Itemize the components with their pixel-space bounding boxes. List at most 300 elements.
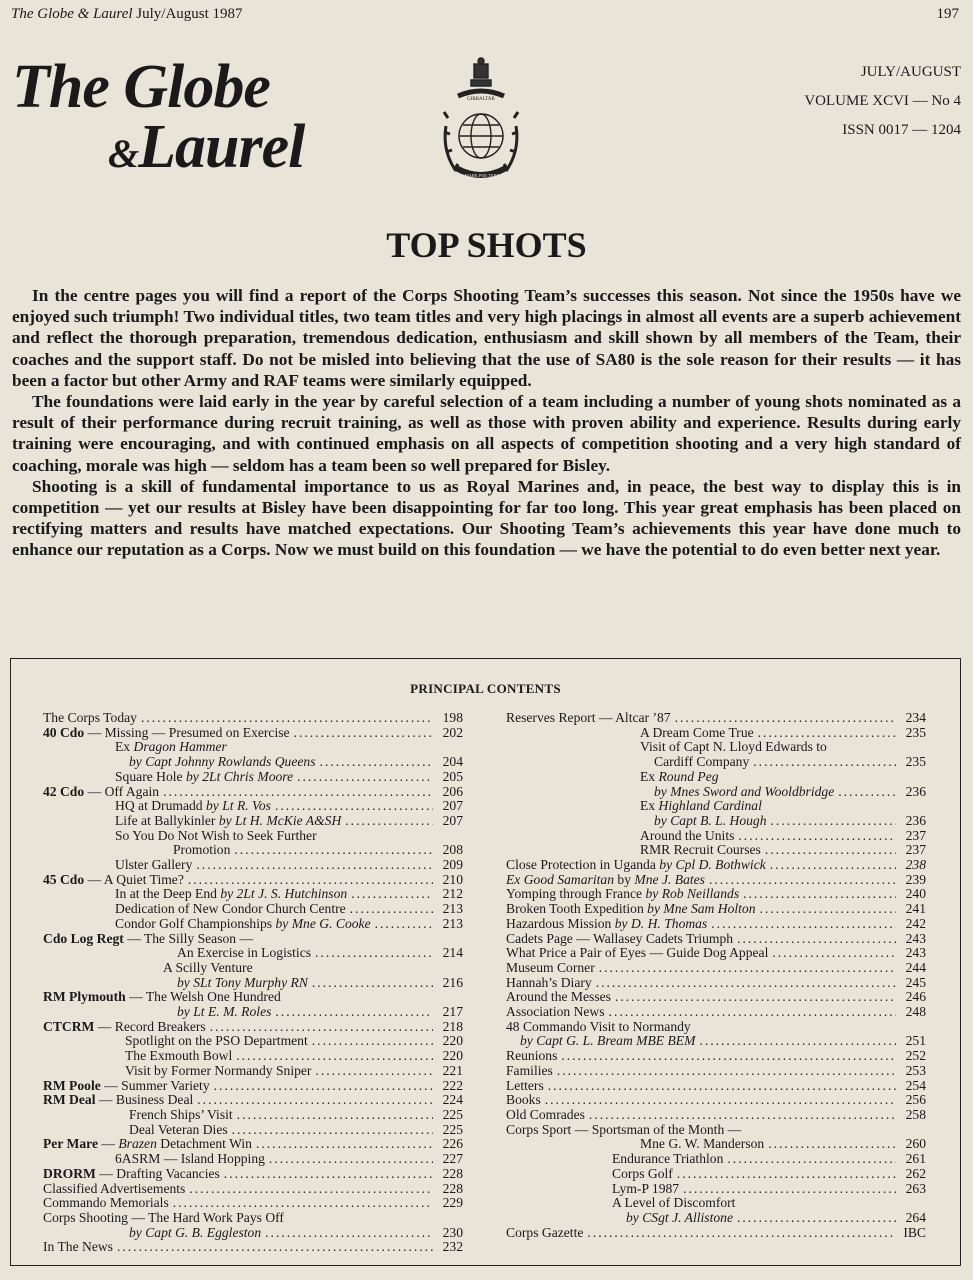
contents-entry-title: [612, 1167, 673, 1182]
contents-page-number: 242: [905, 915, 926, 931]
contents-page-number: 229: [442, 1195, 463, 1211]
contents-entry-text: A Scilly Venture: [163, 959, 253, 975]
contents-entry-title: [506, 711, 671, 726]
contents-entry-text: 48 Commando Visit to Normandy: [506, 1018, 691, 1034]
contents-entry: [43, 843, 463, 858]
leader-dots: [709, 873, 896, 888]
contents-entry: [43, 726, 463, 741]
contents-entry-italic: by Mnes Sword and Wooldbridge: [654, 783, 835, 799]
contents-entry: [506, 1137, 926, 1152]
contents-entry-title: [520, 1034, 695, 1049]
contents-entry-title: [115, 829, 317, 844]
contents-entry-title: [43, 1211, 284, 1226]
leader-dots: [320, 755, 433, 770]
contents-page-number: 198: [442, 710, 463, 725]
contents-page-number: 258: [905, 1106, 926, 1122]
contents-left-column: [43, 711, 463, 1255]
masthead-line1: The Globe: [12, 53, 270, 121]
contents-entry-title: [506, 873, 705, 888]
leader-dots: [738, 829, 896, 844]
leader-dots: [765, 843, 896, 858]
contents-page-number: 205: [442, 768, 463, 784]
contents-page-number: 220: [442, 1033, 463, 1049]
contents-page-number: 202: [442, 724, 463, 740]
contents-entry: [43, 1226, 463, 1241]
contents-page-number: 224: [442, 1092, 463, 1108]
contents-page-number: 213: [442, 915, 463, 931]
contents-page-number: 244: [905, 959, 926, 975]
leader-dots: [758, 726, 896, 741]
contents-page-number: 246: [905, 989, 926, 1005]
contents-entry-title: [129, 755, 316, 770]
contents-entry-text: HQ at Drumadd: [115, 798, 206, 814]
contents-section-label: RM Plymouth: [43, 989, 126, 1005]
running-header-publication: The Globe & Laurel: [11, 6, 133, 22]
contents-section-label: DRORM: [43, 1165, 96, 1181]
contents-entry: [43, 1079, 463, 1094]
leader-dots: [345, 814, 433, 829]
contents-entry-text: The Exmouth Bowl: [125, 1048, 233, 1064]
contents-page-number: 241: [905, 901, 926, 917]
contents-entry: [43, 785, 463, 800]
contents-entry-title: [506, 990, 611, 1005]
contents-entry: [506, 887, 926, 902]
contents-page-number: 225: [442, 1121, 463, 1137]
contents-page-number: 236: [905, 812, 926, 828]
leader-dots: [210, 1020, 433, 1035]
contents-entry: [43, 1123, 463, 1138]
contents-entry: [43, 961, 463, 976]
contents-page-number: 206: [442, 783, 463, 799]
contents-entry-text: French Ships’ Visit: [129, 1106, 233, 1122]
contents-entry: [506, 902, 926, 917]
contents-right-column: [506, 711, 926, 1240]
contents-entry-italic: by Capt G. B. Eggleston: [129, 1224, 262, 1240]
masthead-ampersand: &: [108, 131, 139, 176]
crest-motto: PER MARE PER TERRAM: [455, 173, 507, 178]
contents-entry: [506, 946, 926, 961]
contents-page-number: 204: [442, 754, 463, 770]
contents-entry-italic: by Rob Neillands: [645, 886, 740, 902]
contents-entry: [43, 1093, 463, 1108]
contents-page-number: 228: [442, 1180, 463, 1196]
contents-page-number: 207: [442, 798, 463, 814]
contents-entry-title: [43, 1240, 113, 1255]
leader-dots: [587, 1226, 896, 1241]
issue-info: [804, 58, 961, 145]
contents-entry-text: Endurance Triathlon: [612, 1151, 724, 1167]
contents-entry-text: Hazardous Mission: [506, 915, 615, 931]
contents-entry-title: [43, 932, 253, 947]
contents-entry-text: Corps Shooting — The Hard Work Pays Off: [43, 1209, 284, 1225]
contents-page-number: 210: [442, 871, 463, 887]
leader-dots: [224, 1167, 433, 1182]
contents-section-label: 40 Cdo: [43, 724, 85, 740]
leader-dots: [256, 1137, 433, 1152]
contents-entry-text: Promotion: [173, 842, 231, 858]
contents-section-label: RM Poole: [43, 1077, 101, 1093]
contents-entry: [43, 932, 463, 947]
contents-entry-text: Dedication of New Condor Church Centre: [115, 901, 346, 917]
contents-entry: [506, 1079, 926, 1094]
contents-entry-title: [640, 770, 719, 785]
running-header-date: July/August 1987: [136, 6, 243, 22]
contents-entry-text: 6ASRM — Island Hopping: [115, 1151, 265, 1167]
leader-dots: [275, 799, 433, 814]
contents-entry-title: [654, 814, 767, 829]
contents-entry-text: An Exercise in Logistics: [177, 945, 312, 961]
contents-entry: [506, 843, 926, 858]
contents-entry-title: [506, 1020, 691, 1035]
contents-entry: [506, 1108, 926, 1123]
leader-dots: [737, 1211, 896, 1226]
contents-entry-text: A Level of Discomfort: [612, 1195, 736, 1211]
leader-dots: [548, 1079, 896, 1094]
contents-entry-text: Square Hole: [115, 768, 186, 784]
contents-entry-text: Museum Corner: [506, 959, 595, 975]
contents-entry: [43, 1064, 463, 1079]
leader-dots: [615, 990, 896, 1005]
contents-page-number: 238: [905, 857, 926, 873]
leader-dots: [312, 976, 433, 991]
contents-title: PRINCIPAL CONTENTS: [410, 681, 561, 696]
leader-dots: [683, 1182, 896, 1197]
contents-entry-text: — Business Deal: [95, 1092, 194, 1108]
contents-entry-title: [115, 887, 347, 902]
contents-entry-title: [654, 785, 834, 800]
contents-section-label: RM Deal: [43, 1092, 96, 1108]
contents-entry-title: [115, 814, 341, 829]
contents-entry-text: Corps Sport — Sportsman of the Month —: [506, 1121, 742, 1137]
leader-dots: [711, 917, 896, 932]
leader-dots: [599, 961, 896, 976]
principal-contents-box: [10, 658, 961, 1266]
contents-page-number: 225: [442, 1106, 463, 1122]
leader-dots: [596, 976, 896, 991]
contents-entry-title: [506, 1226, 583, 1241]
contents-entry-text: Books: [506, 1092, 541, 1108]
contents-entry-title: [506, 946, 768, 961]
contents-entry: [506, 1226, 926, 1241]
contents-entry-text: — A Quiet Time?: [84, 871, 184, 887]
contents-entry-italic: by Lt H. McKie A&SH: [218, 812, 342, 828]
leader-dots: [753, 755, 896, 770]
contents-entry-title: [115, 917, 371, 932]
contents-entry-title: [506, 932, 733, 947]
crest-gibraltar: GIBRALTAR: [467, 97, 495, 102]
contents-entry: [506, 1064, 926, 1079]
contents-page-number: 251: [905, 1033, 926, 1049]
contents-entry: [506, 1167, 926, 1182]
issue-issn: ISSN 0017 — 1204: [842, 122, 961, 138]
contents-entry-title: [173, 843, 230, 858]
contents-entry-title: [612, 1196, 735, 1211]
contents-page-number: 264: [905, 1209, 926, 1225]
contents-entry-title: [43, 726, 290, 741]
contents-entry-text: Mne G. W. Manderson: [640, 1136, 765, 1152]
leader-dots: [163, 785, 433, 800]
contents-entry-title: [640, 829, 734, 844]
contents-entry-title: [43, 990, 281, 1005]
masthead-laurel: Laurel: [138, 113, 305, 181]
contents-section-label: 42 Cdo: [43, 783, 85, 799]
contents-entry: [43, 990, 463, 1005]
contents-entry: [43, 976, 463, 991]
contents-entry-italic: by 2Lt Chris Moore: [185, 768, 294, 784]
contents-entry-italic: Ex Good Samaritan: [506, 871, 614, 887]
leader-dots: [351, 887, 433, 902]
contents-entry: [506, 1152, 926, 1167]
contents-page-number: 222: [442, 1077, 463, 1093]
contents-entry-title: [115, 740, 227, 755]
contents-entry: [43, 1182, 463, 1197]
contents-page-number: 236: [905, 783, 926, 799]
contents-entry-title: [506, 976, 592, 991]
contents-entry-title: [654, 755, 749, 770]
contents-entry: [43, 1196, 463, 1211]
contents-entry-text: Classified Advertisements: [43, 1180, 186, 1196]
issue-month: JULY/AUGUST: [860, 64, 961, 80]
contents-entry-title: [43, 785, 159, 800]
contents-section-label: 45 Cdo: [43, 871, 85, 887]
leader-dots: [561, 1049, 896, 1064]
contents-entry: [43, 1167, 463, 1182]
contents-entry-text: Yomping through France: [506, 886, 646, 902]
contents-entry-text: — The Welsh One Hundred: [125, 989, 281, 1005]
leader-dots: [312, 1034, 433, 1049]
contents-page-number: 220: [442, 1048, 463, 1064]
contents-entry-title: [640, 1137, 764, 1152]
contents-entry-italic: by Capt B. L. Hough: [654, 812, 767, 828]
contents-entry: [506, 1093, 926, 1108]
leader-dots: [173, 1196, 433, 1211]
contents-page-number: 207: [442, 812, 463, 828]
editorial-body: [12, 285, 961, 561]
contents-entry-text: Ex: [640, 768, 659, 784]
contents-entry-italic: by Mne G. Cooke: [275, 915, 371, 931]
contents-entry: [506, 1034, 926, 1049]
leader-dots: [727, 1152, 896, 1167]
contents-entry-title: [177, 976, 308, 991]
contents-entry-italic: by SLt Tony Murphy RN: [177, 974, 308, 990]
contents-page-number: IBC: [903, 1224, 926, 1240]
contents-entry: [43, 1137, 463, 1152]
contents-page-number: 240: [905, 886, 926, 902]
contents-entry-text: Families: [506, 1062, 553, 1078]
contents-entry-text: Commando Memorials: [43, 1195, 169, 1211]
contents-entry: [506, 1182, 926, 1197]
contents-entry-title: [125, 1049, 232, 1064]
contents-entry: [506, 726, 926, 741]
contents-page-number: 235: [905, 754, 926, 770]
leader-dots: [265, 1226, 433, 1241]
contents-entry: [506, 814, 926, 829]
contents-entry-italic: Round Peg: [658, 768, 719, 784]
contents-entry-text: — Drafting Vacancies: [95, 1165, 220, 1181]
contents-page-number: 232: [442, 1239, 463, 1255]
leader-dots: [771, 814, 896, 829]
leader-dots: [232, 1123, 433, 1138]
contents-page-number: 243: [905, 930, 926, 946]
contents-entry-text: Deal Veteran Dies: [129, 1121, 228, 1137]
contents-entry: [43, 1034, 463, 1049]
article-title: TOP SHOTS: [386, 225, 587, 265]
contents-entry-italic: Brazen: [118, 1136, 157, 1152]
leader-dots: [269, 1152, 433, 1167]
contents-entry-title: [129, 1226, 261, 1241]
royal-marines-crest-icon: [436, 56, 526, 191]
contents-page-number: 218: [442, 1018, 463, 1034]
contents-entry: [43, 1108, 463, 1123]
contents-page-number: 226: [442, 1136, 463, 1152]
contents-page-number: 261: [905, 1151, 926, 1167]
leader-dots: [315, 946, 433, 961]
leader-dots: [770, 858, 896, 873]
contents-entry-text: Around the Messes: [506, 989, 611, 1005]
contents-entry: [43, 858, 463, 873]
leader-dots: [760, 902, 896, 917]
contents-entry: [506, 990, 926, 1005]
contents-entry-title: [506, 1064, 553, 1079]
contents-page-number: 213: [442, 901, 463, 917]
editorial-paragraph: In the centre pages you will find a report of the Corps Shooting Team’s successes this season. Not since the 1950s have we enjoyed such triumph! Two individual titles, two team titles and very high placings in almost all events are a superb achievement and reflect the thorough preparation, tremendous dedication, enthusiasm and skill shown by all members of the Team, their coaches and the support staff. Do not be misled into believing that the use of SA80 is the sole reason for their results — it has been a factor but other Army and RAF teams were similarly equipped.: [12, 286, 961, 390]
contents-entry-text: Visit of Capt N. Lloyd Edwards to: [640, 739, 827, 755]
leader-dots: [188, 873, 433, 888]
leader-dots: [772, 946, 896, 961]
leader-dots: [589, 1108, 896, 1123]
leader-dots: [234, 843, 433, 858]
contents-page-number: 214: [442, 945, 463, 961]
contents-section-label: CTCRM: [43, 1018, 95, 1034]
contents-entry-text: Reunions: [506, 1048, 558, 1064]
contents-entry: [43, 711, 463, 726]
contents-section-label: Per Mare: [43, 1136, 98, 1152]
contents-entry-italic: by Lt E. M. Roles: [177, 1004, 272, 1020]
contents-entry-text: —: [97, 1136, 119, 1152]
contents-entry-text: Old Comrades: [506, 1106, 585, 1122]
masthead-line2: [108, 112, 304, 183]
leader-dots: [237, 1108, 433, 1123]
contents-page-number: 243: [905, 945, 926, 961]
contents-page-number: 263: [905, 1180, 926, 1196]
contents-entry: [43, 887, 463, 902]
contents-entry: [506, 1005, 926, 1020]
contents-entry-title: [115, 1152, 265, 1167]
leader-dots: [675, 711, 896, 726]
contents-page-number: 221: [442, 1062, 463, 1078]
leader-dots: [294, 726, 433, 741]
contents-entry-text: Corps Golf: [612, 1165, 673, 1181]
leader-dots: [557, 1064, 896, 1079]
contents-entry: [506, 1020, 926, 1035]
contents-entry-text-after: Detachment Win: [156, 1136, 252, 1152]
contents-entry-text: A Dream Come True: [640, 724, 754, 740]
running-header: [11, 6, 243, 23]
contents-entry-title: [506, 902, 756, 917]
contents-entry-title: [177, 1005, 271, 1020]
contents-entry: [506, 785, 926, 800]
contents-entry-text: RMR Recruit Courses: [640, 842, 761, 858]
contents-entry: [43, 829, 463, 844]
contents-entry-text: Ex: [640, 798, 659, 814]
contents-entry-text: In at the Deep End: [115, 886, 221, 902]
contents-page-number: 252: [905, 1048, 926, 1064]
contents-entry-title: [43, 873, 184, 888]
contents-entry-italic-after: Mne J. Bates: [634, 871, 705, 887]
contents-entry-text: In The News: [43, 1239, 113, 1255]
contents-entry: [506, 1211, 926, 1226]
leader-dots: [214, 1079, 433, 1094]
contents-entry-italic: Highland Cardinal: [658, 798, 762, 814]
contents-page-number: 239: [905, 871, 926, 887]
leader-dots: [315, 1064, 433, 1079]
contents-entry: [43, 755, 463, 770]
contents-page-number: 260: [905, 1136, 926, 1152]
leader-dots: [117, 1240, 433, 1255]
contents-entry: [43, 1211, 463, 1226]
contents-entry: [506, 917, 926, 932]
contents-entry-title: [506, 1005, 605, 1020]
contents-entry-title: [43, 1020, 206, 1035]
contents-page-number: 216: [442, 974, 463, 990]
contents-page-number: 235: [905, 724, 926, 740]
leader-dots: [275, 1005, 433, 1020]
contents-entry: [506, 858, 926, 873]
contents-entry-italic: by Cpl D. Bothwick: [659, 857, 766, 873]
contents-entry: [506, 770, 926, 785]
contents-page-number: 253: [905, 1062, 926, 1078]
contents-entry: [506, 976, 926, 991]
contents-entry-italic: Dragon Hammer: [133, 739, 227, 755]
contents-entry-text: Condor Golf Championships: [115, 915, 276, 931]
contents-entry-text: Life at Ballykinler: [115, 812, 219, 828]
contents-entry: [43, 873, 463, 888]
contents-entry-text: Cadets Page — Wallasey Cadets Triumph: [506, 930, 734, 946]
leader-dots: [838, 785, 896, 800]
leader-dots: [297, 770, 433, 785]
leader-dots: [545, 1093, 896, 1108]
contents-entry-title: [506, 1049, 557, 1064]
contents-section-label: Cdo Log Regt: [43, 930, 124, 946]
leader-dots: [375, 917, 433, 932]
contents-entry-text: — The Silly Season —: [123, 930, 254, 946]
contents-entry-title: [506, 1093, 541, 1108]
leader-dots: [141, 711, 433, 726]
leader-dots: [737, 932, 896, 947]
contents-entry: [43, 1020, 463, 1035]
contents-entry: [43, 1005, 463, 1020]
contents-page-number: 228: [442, 1165, 463, 1181]
leader-dots: [196, 858, 433, 873]
contents-entry-title: [506, 917, 707, 932]
contents-entry-text: — Off Again: [84, 783, 160, 799]
contents-entry: [506, 829, 926, 844]
contents-entry-text: Spotlight on the PSO Department: [125, 1033, 308, 1049]
contents-entry: [43, 917, 463, 932]
leader-dots: [197, 1093, 433, 1108]
contents-entry-text: Broken Tooth Expedition: [506, 901, 648, 917]
contents-page-number: 248: [905, 1004, 926, 1020]
contents-entry-text: Association News: [506, 1004, 605, 1020]
contents-entry-title: [506, 1108, 585, 1123]
contents-page-number: 227: [442, 1151, 463, 1167]
contents-entry-text: Close Protection in Uganda: [506, 857, 660, 873]
contents-page-number: 217: [442, 1004, 463, 1020]
contents-entry-title: [43, 711, 137, 726]
leader-dots: [189, 1182, 433, 1197]
contents-entry: [506, 1123, 926, 1138]
contents-entry: [506, 1049, 926, 1064]
